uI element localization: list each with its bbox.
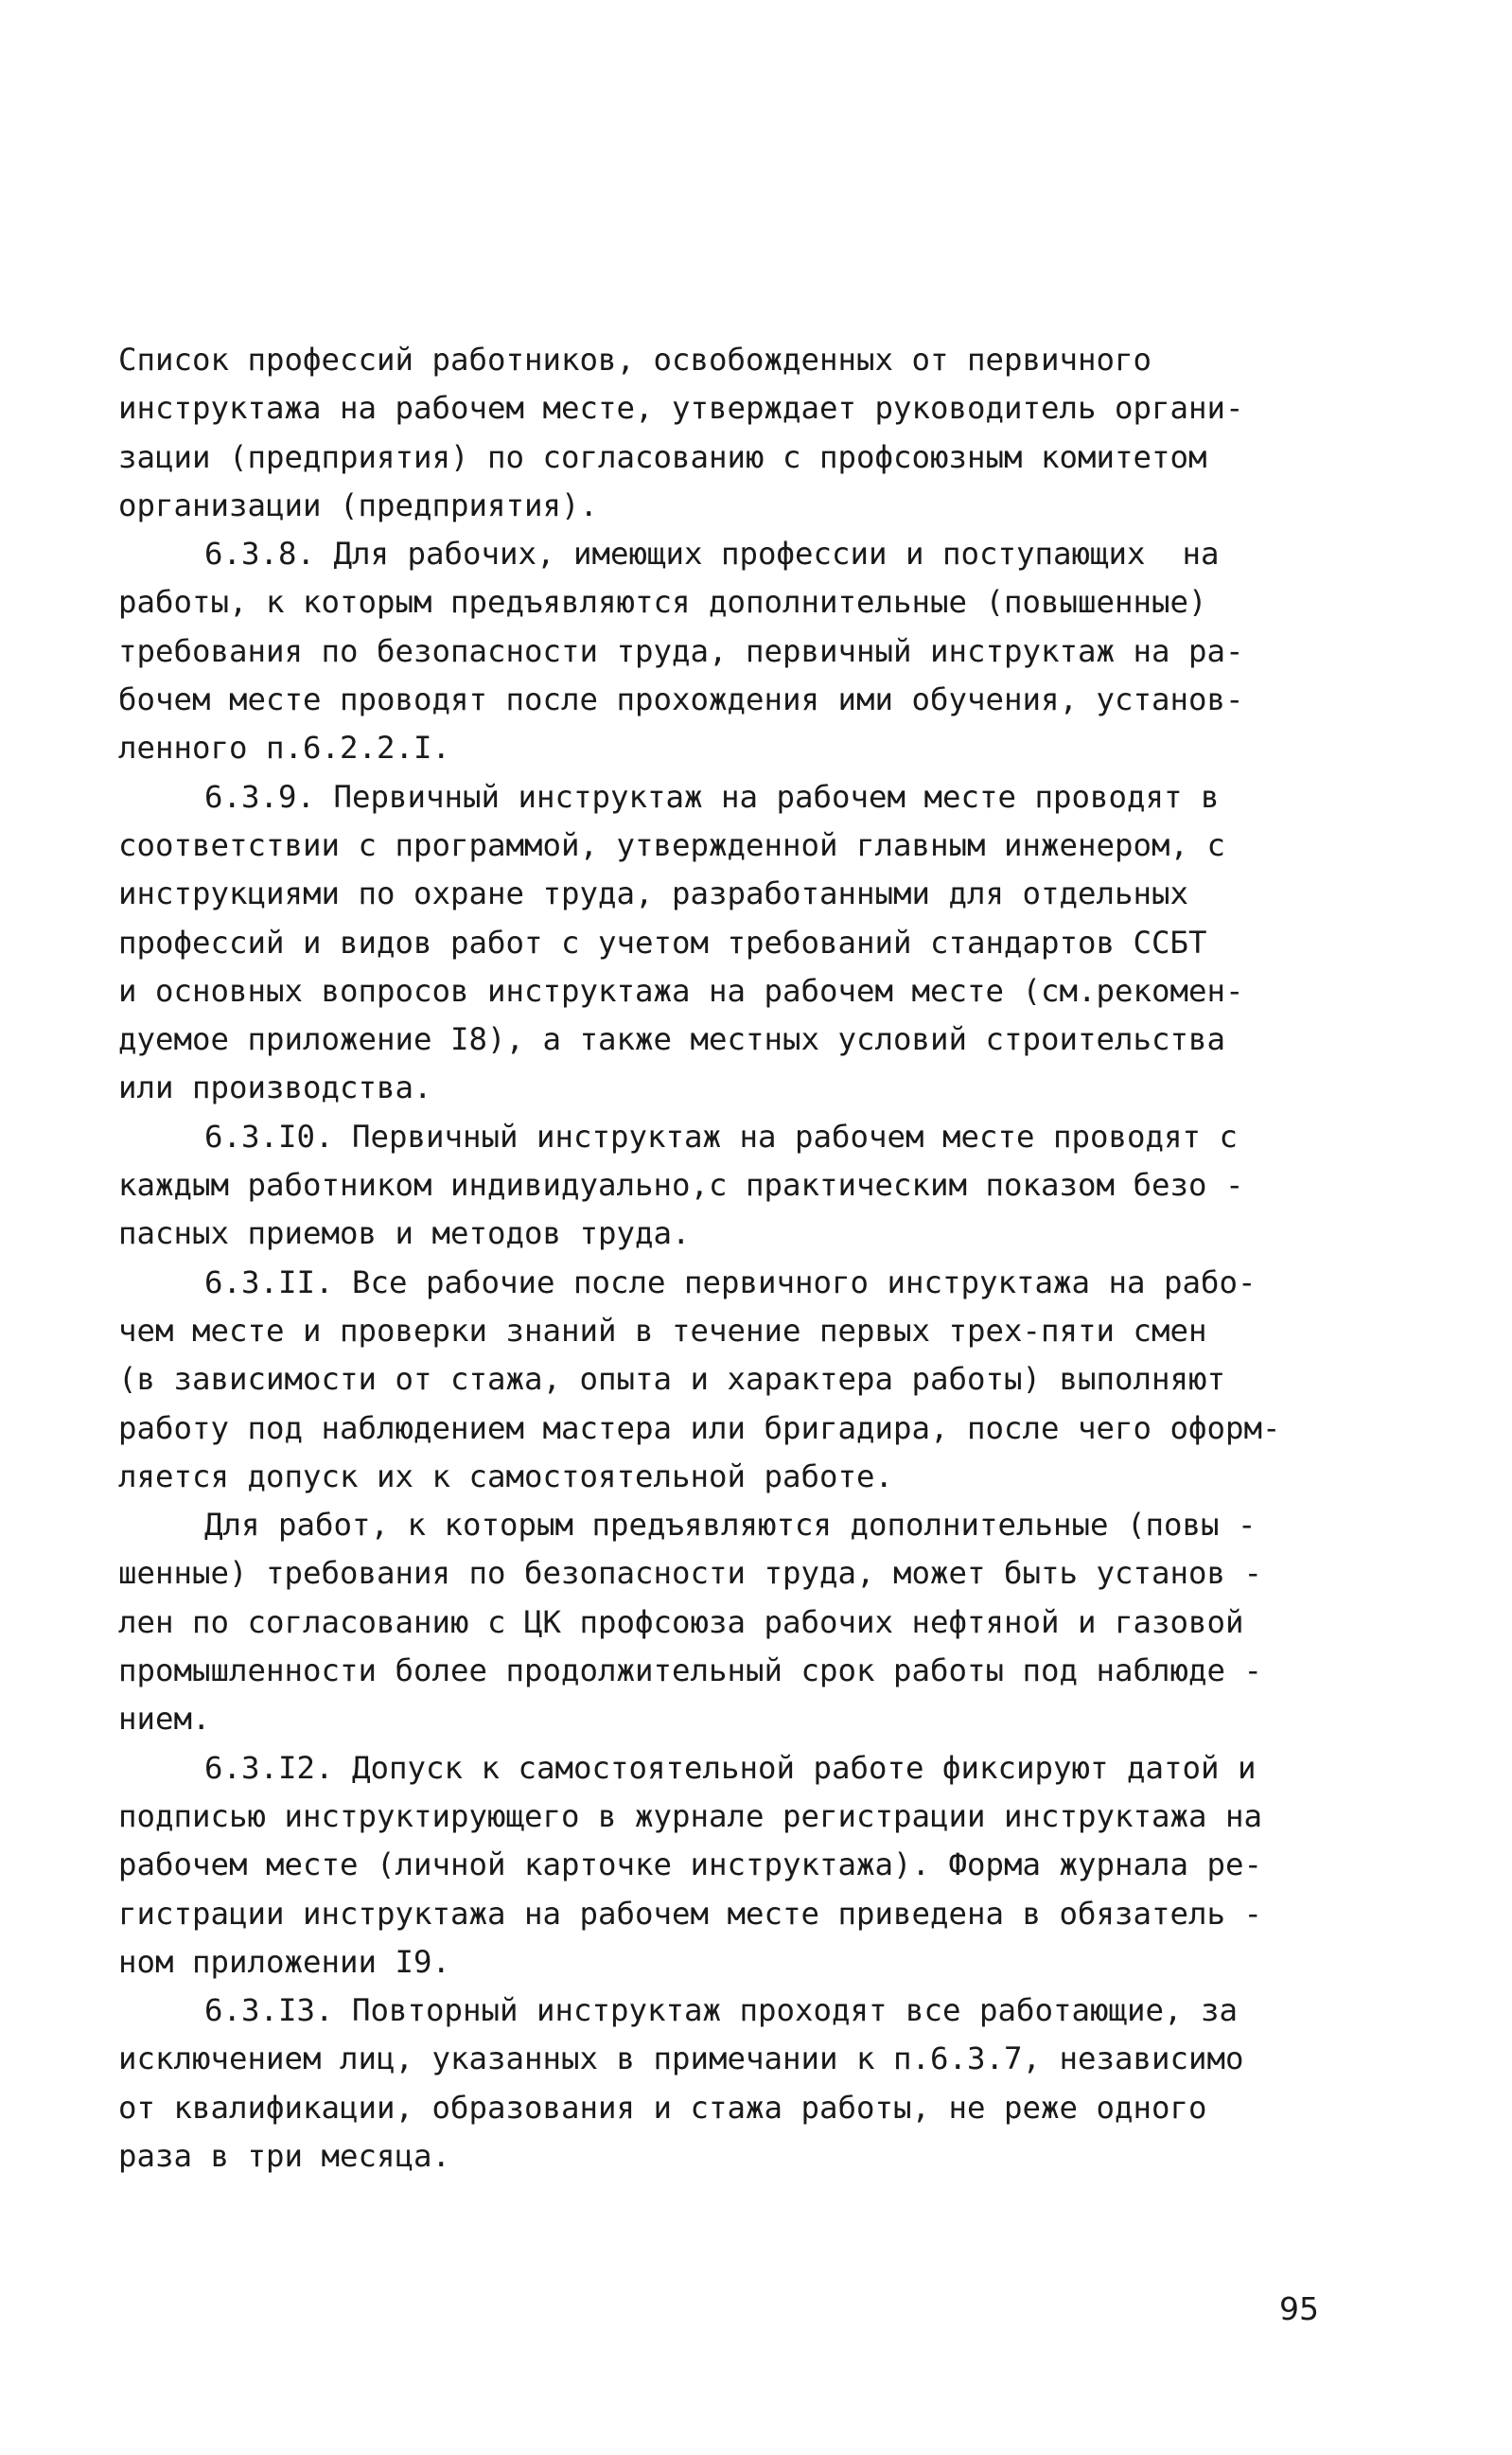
text-line: Для работ, к которым предъявляются дополнительные (повы - — [204, 1507, 1257, 1544]
text-line: 6.3.II. Все рабочие после первичного инструктажа на рабо- — [204, 1263, 1257, 1300]
text-line: раза в три месяца. — [118, 2137, 451, 2174]
document-body — [118, 336, 1348, 2181]
text-line: дуемое приложение I8), а также местных условий строительства — [118, 1021, 1226, 1058]
text-line: чем месте и проверки знаний в течение первых трех-пяти смен — [118, 1312, 1207, 1349]
text-line: ленного п.6.2.2.I. — [118, 730, 451, 767]
text-line: ляется допуск их к самостоятельной работе. — [118, 1457, 894, 1494]
text-line: и основных вопросов инструктажа на рабочем месте (см.рекомен- — [118, 972, 1244, 1009]
text-line: бочем месте проводят после прохождения ими обучения, установ- — [118, 681, 1244, 718]
text-line: 6.3.I0. Первичный инструктаж на рабочем месте проводят с — [204, 1118, 1239, 1155]
page-number: 95 — [1279, 2290, 1319, 2327]
text-line: требования по безопасности труда, первичный инструктаж на ра- — [118, 632, 1244, 669]
text-line: подписью инструктирующего в журнале регистрации инструктажа на — [118, 1797, 1263, 1834]
text-line: ном приложении I9. — [118, 1943, 451, 1980]
text-line: профессий и видов работ с учетом требований стандартов ССБТ — [118, 924, 1207, 961]
text-line: 6.3.I2. Допуск к самостоятельной работе фиксируют датой и — [204, 1749, 1257, 1786]
text-line: 6.3.9. Первичный инструктаж на рабочем месте проводят в — [204, 778, 1220, 815]
text-line: гистрации инструктажа на рабочем месте приведена в обязатель - — [118, 1895, 1263, 1932]
text-line: или производства. — [118, 1069, 432, 1106]
text-line: зации (предприятия) по согласованию с профсоюзным комитетом — [118, 438, 1207, 475]
text-line: 6.3.I3. Повторный инструктаж проходят все работающие, за — [204, 1992, 1239, 2029]
text-line: исключением лиц, указанных в примечании к п.6.3.7, независимо — [118, 2040, 1244, 2077]
text-line: рабочем месте (личной карточке инструктажа). Форма журнала ре- — [118, 1846, 1263, 1883]
text-line: работу под наблюдением мастера или бригадира, после чего оформ- — [118, 1409, 1281, 1446]
text-line: каждым работником индивидуально,с практическим показом безо - — [118, 1167, 1244, 1204]
text-line: шенные) требования по безопасности труда, может быть установ - — [118, 1555, 1263, 1592]
text-line: нием. — [118, 1701, 211, 1738]
text-line: (в зависимости от стажа, опыта и характера работы) выполняют — [118, 1361, 1226, 1398]
text-line: пасных приемов и методов труда. — [118, 1215, 691, 1252]
text-line: лен по согласованию с ЦК профсоюза рабочих нефтяной и газовой — [118, 1603, 1244, 1640]
text-line: организации (предприятия). — [118, 486, 599, 523]
text-line: Список профессий работников, освобожденных от первичного — [118, 342, 1152, 378]
text-line: промышленности более продолжительный срок работы под наблюде - — [118, 1652, 1263, 1689]
text-line: соответствии с программой, утвержденной главным инженером, с — [118, 826, 1226, 863]
text-line: инструктажа на рабочем месте, утверждает руководитель органи- — [118, 390, 1244, 427]
text-line: инструкциями по охране труда, разработанными для отдельных — [118, 875, 1189, 912]
text-line: работы, к которым предъявляются дополнительные (повышенные) — [118, 584, 1207, 621]
text-line: от квалификации, образования и стажа работы, не реже одного — [118, 2089, 1207, 2126]
text-line: 6.3.8. Для рабочих, имеющих профессии и поступающих на — [204, 536, 1220, 573]
